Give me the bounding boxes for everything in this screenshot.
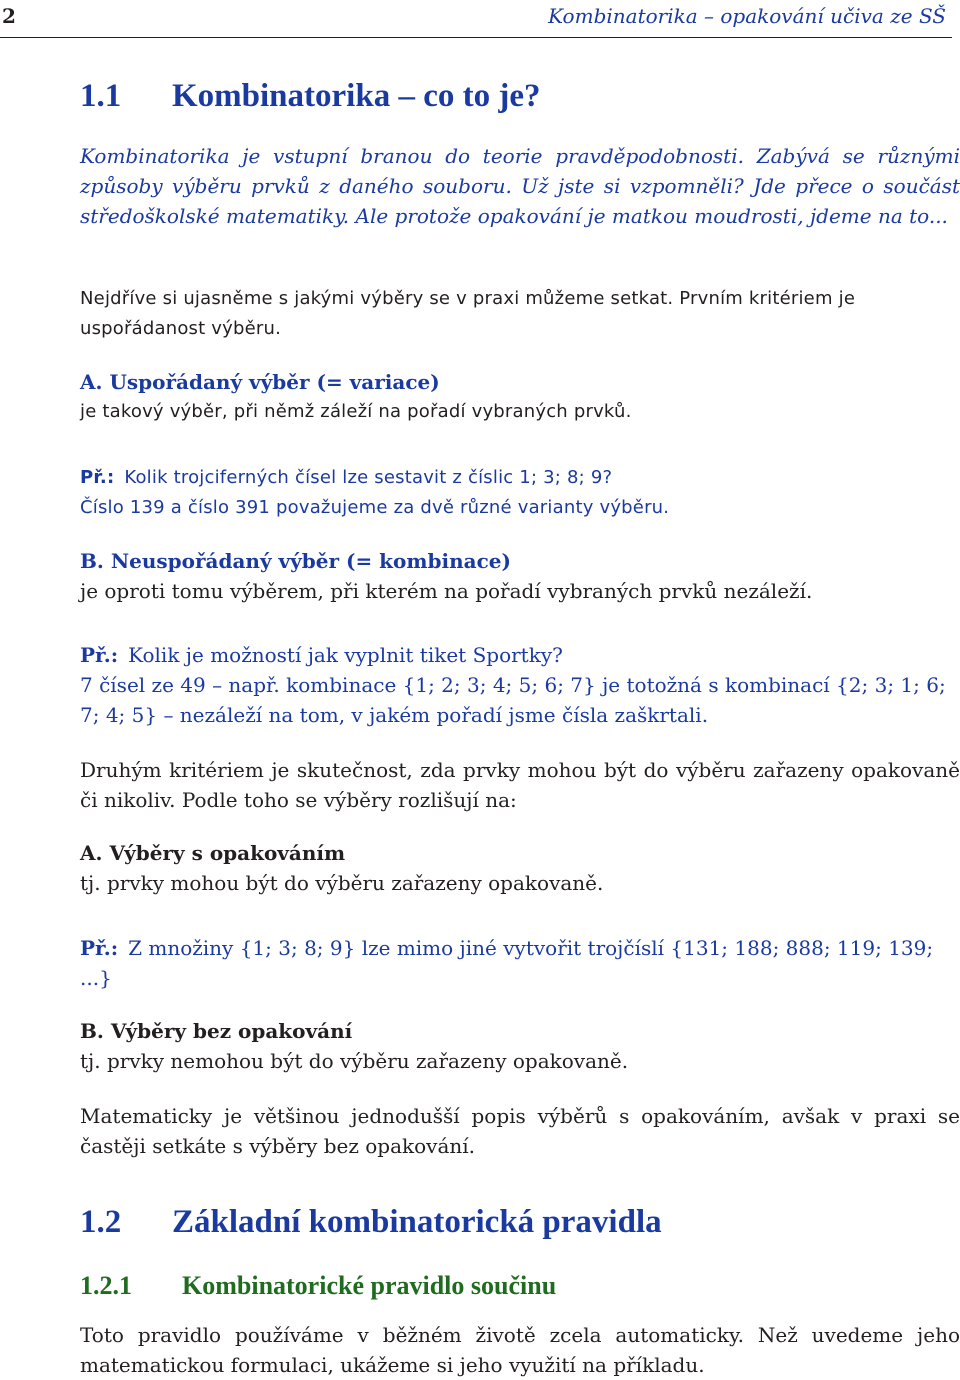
without-repetition-definition: tj. prvky nemohou být do výběru zařazeny opakovaně.	[80, 1049, 629, 1073]
subsection-heading-1-2-1	[80, 1268, 556, 1304]
with-repetition-block	[80, 838, 960, 898]
example-unordered	[80, 640, 960, 730]
paragraph-first-criterion: Nejdříve si ujasněme s jakými výběry se v praxi můžeme setkat. Prvním kritériem je uspořádanost výběru.	[80, 288, 856, 339]
unordered-selection-definition: je oproti tomu výběrem, při kterém na pořadí vybraných prvků nezáleží.	[80, 579, 813, 603]
example-label: Př.:	[80, 936, 119, 960]
section-title: Kombinatorika – co to je?	[172, 78, 541, 114]
with-repetition-definition: tj. prvky mohou být do výběru zařazeny opakovaně.	[80, 871, 604, 895]
section-heading-1-2	[80, 1200, 662, 1244]
section-number: 1.1	[80, 78, 122, 114]
example-explanation: 7 čísel ze 49 – např. kombinace {1; 2; 3; 4; 5; 6; 7} je totožná s kombinací {2; 3; 1; 6; 7; 4; 5} – nezáleží na tom, v jakém pořadí jsme čísla zaškrtali.	[80, 673, 946, 727]
unordered-selection-heading: B. Neuspořádaný výběr (= kombinace)	[80, 549, 511, 573]
paragraph-comparison: Matematicky je většinou jednodušší popis výběrů s opakováním, avšak v praxi se častěji setkáte s výběry bez opakování.	[80, 1104, 960, 1158]
example-label: Př.:	[80, 643, 119, 667]
ordered-selection-heading: A. Uspořádaný výběr (= variace)	[80, 370, 440, 394]
section-title: Základní kombinatorická pravidla	[172, 1204, 662, 1240]
subsection-number: 1.2.1	[80, 1271, 132, 1300]
subsection-title: Kombinatorické pravidlo součinu	[182, 1271, 557, 1300]
example-question: Kolik trojciferných čísel lze sestavit z číslic 1; 3; 8; 9?	[124, 467, 613, 488]
intro-paragraph: Kombinatorika je vstupní branou do teorie pravděpodobnosti. Zabývá se různými způsoby výběru prvků z daného souboru. Už jste si vzpomněli? Jde přece o součást středoškolské matematiky. Ale protože opakování je matkou moudrosti, jdeme na to...	[80, 144, 960, 228]
with-repetition-heading: A. Výběry s opakováním	[80, 841, 346, 865]
example-ordered	[80, 463, 960, 523]
example-explanation: Číslo 139 a číslo 391 považujeme za dvě různé varianty výběru.	[80, 497, 670, 518]
section-number: 1.2	[80, 1204, 122, 1240]
unordered-selection-block	[80, 546, 960, 606]
without-repetition-heading: B. Výběry bez opakování	[80, 1019, 353, 1043]
header-rule	[0, 37, 952, 38]
without-repetition-block	[80, 1016, 960, 1076]
page-number: 2	[2, 4, 16, 28]
example-repetition	[80, 933, 960, 993]
example-text: Z množiny {1; 3; 8; 9} lze mimo jiné vytvořit trojčíslí {131; 188; 888; 119; 139; ...}	[80, 936, 934, 990]
ordered-selection-definition: je takový výběr, při němž záleží na pořadí vybraných prvků.	[80, 401, 632, 422]
paragraph-product-rule-intro: Toto pravidlo používáme v běžném životě zcela automaticky. Než uvedeme jeho matematickou formulaci, ukážeme si jeho využití na příkladu.	[80, 1323, 960, 1377]
section-heading-1-1	[80, 74, 540, 118]
ordered-selection-block	[80, 367, 960, 427]
example-label: Př.:	[80, 467, 115, 488]
paragraph-second-criterion: Druhým kritériem je skutečnost, zda prvky mohou být do výběru zařazeny opakovaně či nikoliv. Podle toho se výběry rozlišují na:	[80, 758, 960, 812]
page-header	[0, 4, 952, 36]
running-title: Kombinatorika – opakování učiva ze SŠ	[548, 4, 946, 28]
example-question: Kolik je možností jak vyplnit tiket Sportky?	[128, 643, 563, 667]
